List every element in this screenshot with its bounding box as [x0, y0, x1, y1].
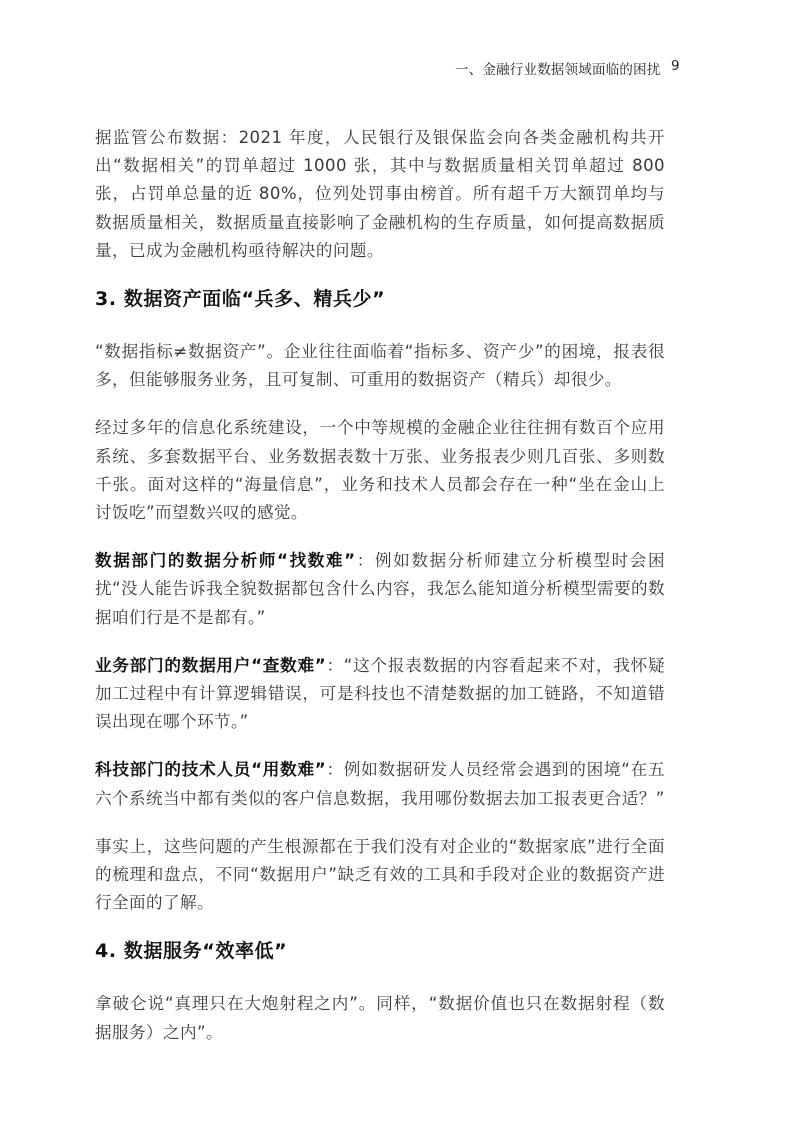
business-user-difficulty-text: “这个报表数据的内容看起来不对，我怀疑加工过程中有计算逻辑错误，可是科技也不清楚数据的加工链路，不知道错误出现在哪个环节。” — [95, 655, 665, 732]
section-3-paragraph-3: 事实上，这些问题的产生根源都在于我们没有对企业的“数据家底”进行全面的梳理和盘点，不同“数据用户”缺乏有效的工具和手段对企业的数据资产进行全面的了解。 — [95, 836, 665, 913]
business-user-difficulty-paragraph — [95, 652, 665, 737]
separator: ： — [355, 551, 375, 571]
section-3-paragraph-2: 经过多年的信息化系统建设，一个中等规模的金融企业往往拥有数百个应用系统、多套数据平台、业务数据表数十万张、业务报表少则几百张、多则数千张。面对这样的“海量信息”，业务和技术人员都会存在一种“坐在金山上讨饭吃”而望数兴叹的感觉。 — [95, 418, 665, 523]
analyst-difficulty-lead: 数据部门的数据分析师“找数难” — [95, 551, 356, 571]
section-3-paragraph-1: “数据指标≠数据资产”。企业往往面临着“指标多、资产少”的困境，报表很多，但能够服务业务，且可复制、可重用的数据资产（精兵）却很少。 — [95, 342, 665, 390]
section-4-heading: 4. 数据服务“效率低” — [95, 940, 288, 963]
separator: ： — [326, 655, 344, 675]
chapter-title: 一、金融行业数据领域面临的困扰 — [455, 62, 661, 78]
analyst-difficulty-paragraph — [95, 547, 665, 632]
business-user-difficulty-lead: 业务部门的数据用户“查数难” — [95, 655, 327, 675]
page-header — [0, 58, 793, 80]
page-number: 9 — [671, 58, 680, 74]
analyst-difficulty-text: 例如数据分析师建立分析模型时会困扰“没人能告诉我全貌数据都包含什么内容，我怎么能知道分析模型需要的数据咱们行是不是都有。” — [95, 551, 665, 627]
intro-paragraph: 据监管公布数据：2021 年度，人民银行及银保监会向各类金融机构共开出“数据相关”的罚单超过 1000 张，其中与数据质量相关罚单超过 800 张，占罚单总量的近 80%，位列处罚事由榜首。所有超千万大额罚单均与数据质量相关，数据质量直接影响了金融机构的生存质量，如何提高数据质量，已成为金融机构亟待解决的问题。 — [95, 128, 665, 260]
separator: ： — [326, 760, 344, 780]
tech-staff-difficulty-lead: 科技部门的技术人员“用数难” — [95, 760, 327, 780]
section-3-heading: 3. 数据资产面临“兵多、精兵少” — [95, 288, 386, 311]
tech-staff-difficulty-paragraph — [95, 756, 665, 812]
tech-staff-difficulty-text: 例如数据研发人员经常会遇到的困境“在五六个系统当中都有类似的客户信息数据，我用哪份数据去加工报表更合适？” — [95, 760, 665, 808]
page-content — [95, 124, 665, 1067]
section-4-paragraph-1: 拿破仑说“真理只在大炮射程之内”。同样，“数据价值也只在数据射程（数据服务）之内”。 — [95, 994, 665, 1042]
